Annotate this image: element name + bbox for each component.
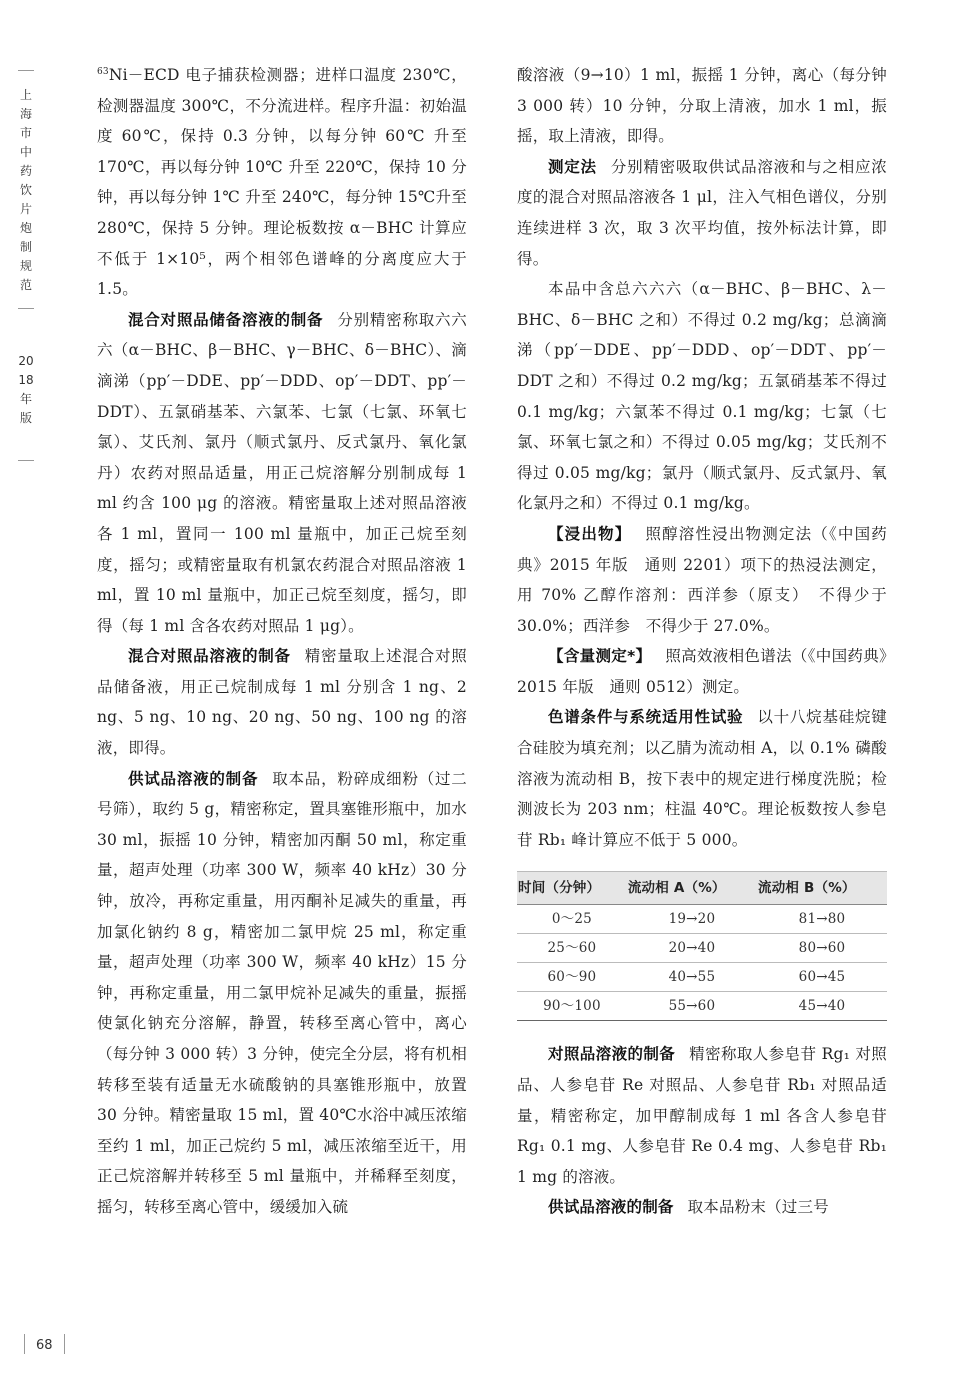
section-heading: 混合对照品储备溶液的制备	[128, 309, 324, 329]
side-book-title: 上海市中药饮片炮制规范	[19, 88, 32, 292]
section-heading: 混合对照品溶液的制备	[128, 646, 291, 666]
right-paragraph-6: 对照品溶液的制备 精密称取人参皂苷 Rg₁ 对照品、人参皂苷 Re 对照品、人参皂苷 Rb₁ 对照品适量，精密称定，加甲醇制成每 1 ml 各含人参皂苷 Rg₁ 0.1 mg、人参皂苷 Re 0.4 mg、人参皂苷 Rb₁ 1 mg 的溶液。	[517, 1044, 887, 1186]
table-cell: 80→60	[757, 934, 887, 963]
section-heading: 【含量测定*】	[548, 647, 652, 666]
table-cell: 45→40	[757, 992, 887, 1021]
table-cell: 60→45	[757, 963, 887, 992]
left-paragraph-1: 混合对照品储备溶液的制备 分别精密称取六六六（α－BHC、β－BHC、γ－BHC、δ－BHC）、滴滴涕（pp′－DDE、pp′－DDD、op′－DDT、pp′－DDT）、五氯硝基苯、六氯苯、七氯（七氯、环氧七氯）、艾氏剂、氯丹（顺式氯丹、反式氯丹、氧化氯丹）农药对照品适量，用正己烷溶解分别制成每 1 ml 约含 100 μg 的溶液。精密量取上述对照品溶液各 1 ml，置同一 100 ml 量瓶中，加正己烷至刻度，摇匀；或精密量取有机氯农药混合对照品溶液 1 ml，置 10 ml 量瓶中，加正己烷至刻度，摇匀，即得（每 1 ml 含各农药对照品 1 μg）。	[97, 309, 467, 635]
table-header-time: 时间（分钟）	[517, 872, 627, 905]
page-number-rule-left	[24, 1334, 25, 1354]
left-paragraph-0: $^{63}$Ni－ECD 电子捕获检测器；进样口温度 230℃，检测器温度 300℃，不分流进样。程序升温：初始温度 60℃，保持 0.3 分钟，以每分钟 60℃ 升至 170℃，再以每分钟 10℃ 升至 220℃，保持 10 分钟，再以每分钟 1℃ 升至 240℃，每分钟 15℃升至 280℃，保持 5 分钟。理论板数按 α－BHC 计算应不低于 1×10⁵，两个相邻色谱峰的分离度应大于 1.5。	[97, 66, 467, 299]
side-rule-mid	[18, 308, 34, 309]
left-column	[97, 60, 467, 1223]
section-heading: 【浸出物】	[548, 524, 632, 543]
gradient-table	[517, 871, 887, 1021]
table-cell: 40→55	[627, 963, 757, 992]
table-cell: 60～90	[517, 963, 627, 992]
side-edition: 2018年版	[18, 354, 34, 425]
table-row	[517, 992, 887, 1021]
right-paragraph-3: 【浸出物】 照醇溶性浸出物测定法（《中国药典》2015 年版 通则 2201）项下的热浸法测定，用 70% 乙醇作溶剂：西洋参（原支） 不得少于 30.0%；西洋参 不得少于 27.0%。	[517, 524, 887, 635]
right-paragraph-0: 酸溶液（9→10）1 ml，振摇 1 分钟，离心（每分钟 3 000 转）10 分钟，分取上清液，加水 1 ml，振摇，取上清液，即得。	[517, 66, 887, 146]
right-paragraph-1: 测定法 分别精密吸取供试品溶液和与之相应浓度的混合对照品溶液各 1 μl，注入气相色谱仪，分别连续进样 3 次，取 3 次平均值，按外标法计算，即得。	[517, 156, 887, 268]
page-number: 68	[36, 1338, 53, 1353]
table-cell: 25～60	[517, 934, 627, 963]
table-row	[517, 934, 887, 963]
table-row	[517, 905, 887, 934]
right-paragraph-4: 【含量测定*】 照高效液相色谱法（《中国药典》2015 年版 通则 0512）测定。	[517, 647, 887, 696]
table-cell: 0～25	[517, 905, 627, 934]
section-heading: 色谱条件与系统适用性试验	[548, 707, 744, 727]
table-header-mobile-a: 流动相 A（%）	[627, 872, 757, 905]
right-column	[517, 60, 887, 1223]
superscript-63: 63	[97, 66, 109, 77]
table-cell: 55→60	[627, 992, 757, 1021]
table-cell: 20→40	[627, 934, 757, 963]
table-header-mobile-b: 流动相 B（%）	[757, 872, 887, 905]
right-paragraph-2: 本品中含总六六六（α－BHC、β－BHC、λ－BHC、δ－BHC 之和）不得过 0.2 mg/kg；总滴滴涕（pp′－DDE、pp′－DDD、op′－DDT、pp′－DDT 之和）不得过 0.2 mg/kg；五氯硝基苯不得过 0.1 mg/kg；六氯苯不得过 0.1 mg/kg；七氯（七氯、环氧七氯之和）不得过 0.05 mg/kg；艾氏剂不得过 0.05 mg/kg；氯丹（顺式氯丹、反式氯丹、氧化氯丹之和）不得过 0.1 mg/kg。	[517, 280, 887, 513]
page-number-rule-right	[64, 1334, 65, 1354]
section-heading: 供试品溶液的制备	[548, 1197, 674, 1217]
right-paragraph-7: 供试品溶液的制备 取本品粉末（过三号	[548, 1197, 829, 1217]
right-paragraph-5: 色谱条件与系统适用性试验 以十八烷基硅烷键合硅胶为填充剂；以乙腈为流动相 A，以 0.1% 磷酸溶液为流动相 B，按下表中的规定进行梯度洗脱；检测波长为 203 nm；柱温 40℃。理论板数按人参皂苷 Rb₁ 峰计算应不低于 5 000。	[517, 707, 887, 849]
section-heading: 供试品溶液的制备	[128, 768, 259, 788]
left-paragraph-3: 供试品溶液的制备 取本品，粉碎成细粉（过二号筛），取约 5 g，精密称定，置具塞锥形瓶中，加水 30 ml，振摇 10 分钟，精密加丙酮 50 ml，称定重量，超声处理（功率 300 W，频率 40 kHz）30 分钟，放冷，再称定重量，用丙酮补足减失的重量，再加氯化钠约 8 g，精密加二氯甲烷 25 ml，称定重量，超声处理（功率 300 W，频率 40 kHz）15 分钟，再称定重量，用二氯甲烷补足减失的重量，振摇使氯化钠充分溶解，静置，转移至离心管中，离心（每分钟 3 000 转）3 分钟，使完全分层，将有机相转移至装有适量无水硫酸钠的具塞锥形瓶中，放置 30 分钟。精密量取 15 ml，置 40℃水浴中减压浓缩至约 1 ml，加正己烷约 5 ml，减压浓缩至近干，用正己烷溶解并转移至 5 ml 量瓶中，并稀释至刻度，摇匀，转移至离心管中，缓缓加入硫	[97, 768, 467, 1216]
left-paragraph-2: 混合对照品溶液的制备 精密量取上述混合对照品储备液，用正己烷制成每 1 ml 分别含 1 ng、2 ng、5 ng、10 ng、20 ng、50 ng、100 ng 的溶液，即得。	[97, 646, 467, 758]
table-row	[517, 963, 887, 992]
table-header-row	[517, 872, 887, 905]
table-cell: 19→20	[627, 905, 757, 934]
section-heading: 对照品溶液的制备	[548, 1044, 676, 1064]
table-cell: 81→80	[757, 905, 887, 934]
section-heading: 测定法	[548, 156, 597, 176]
table-cell: 90～100	[517, 992, 627, 1021]
side-rule-top	[18, 70, 34, 71]
side-rule-bottom	[18, 460, 34, 461]
